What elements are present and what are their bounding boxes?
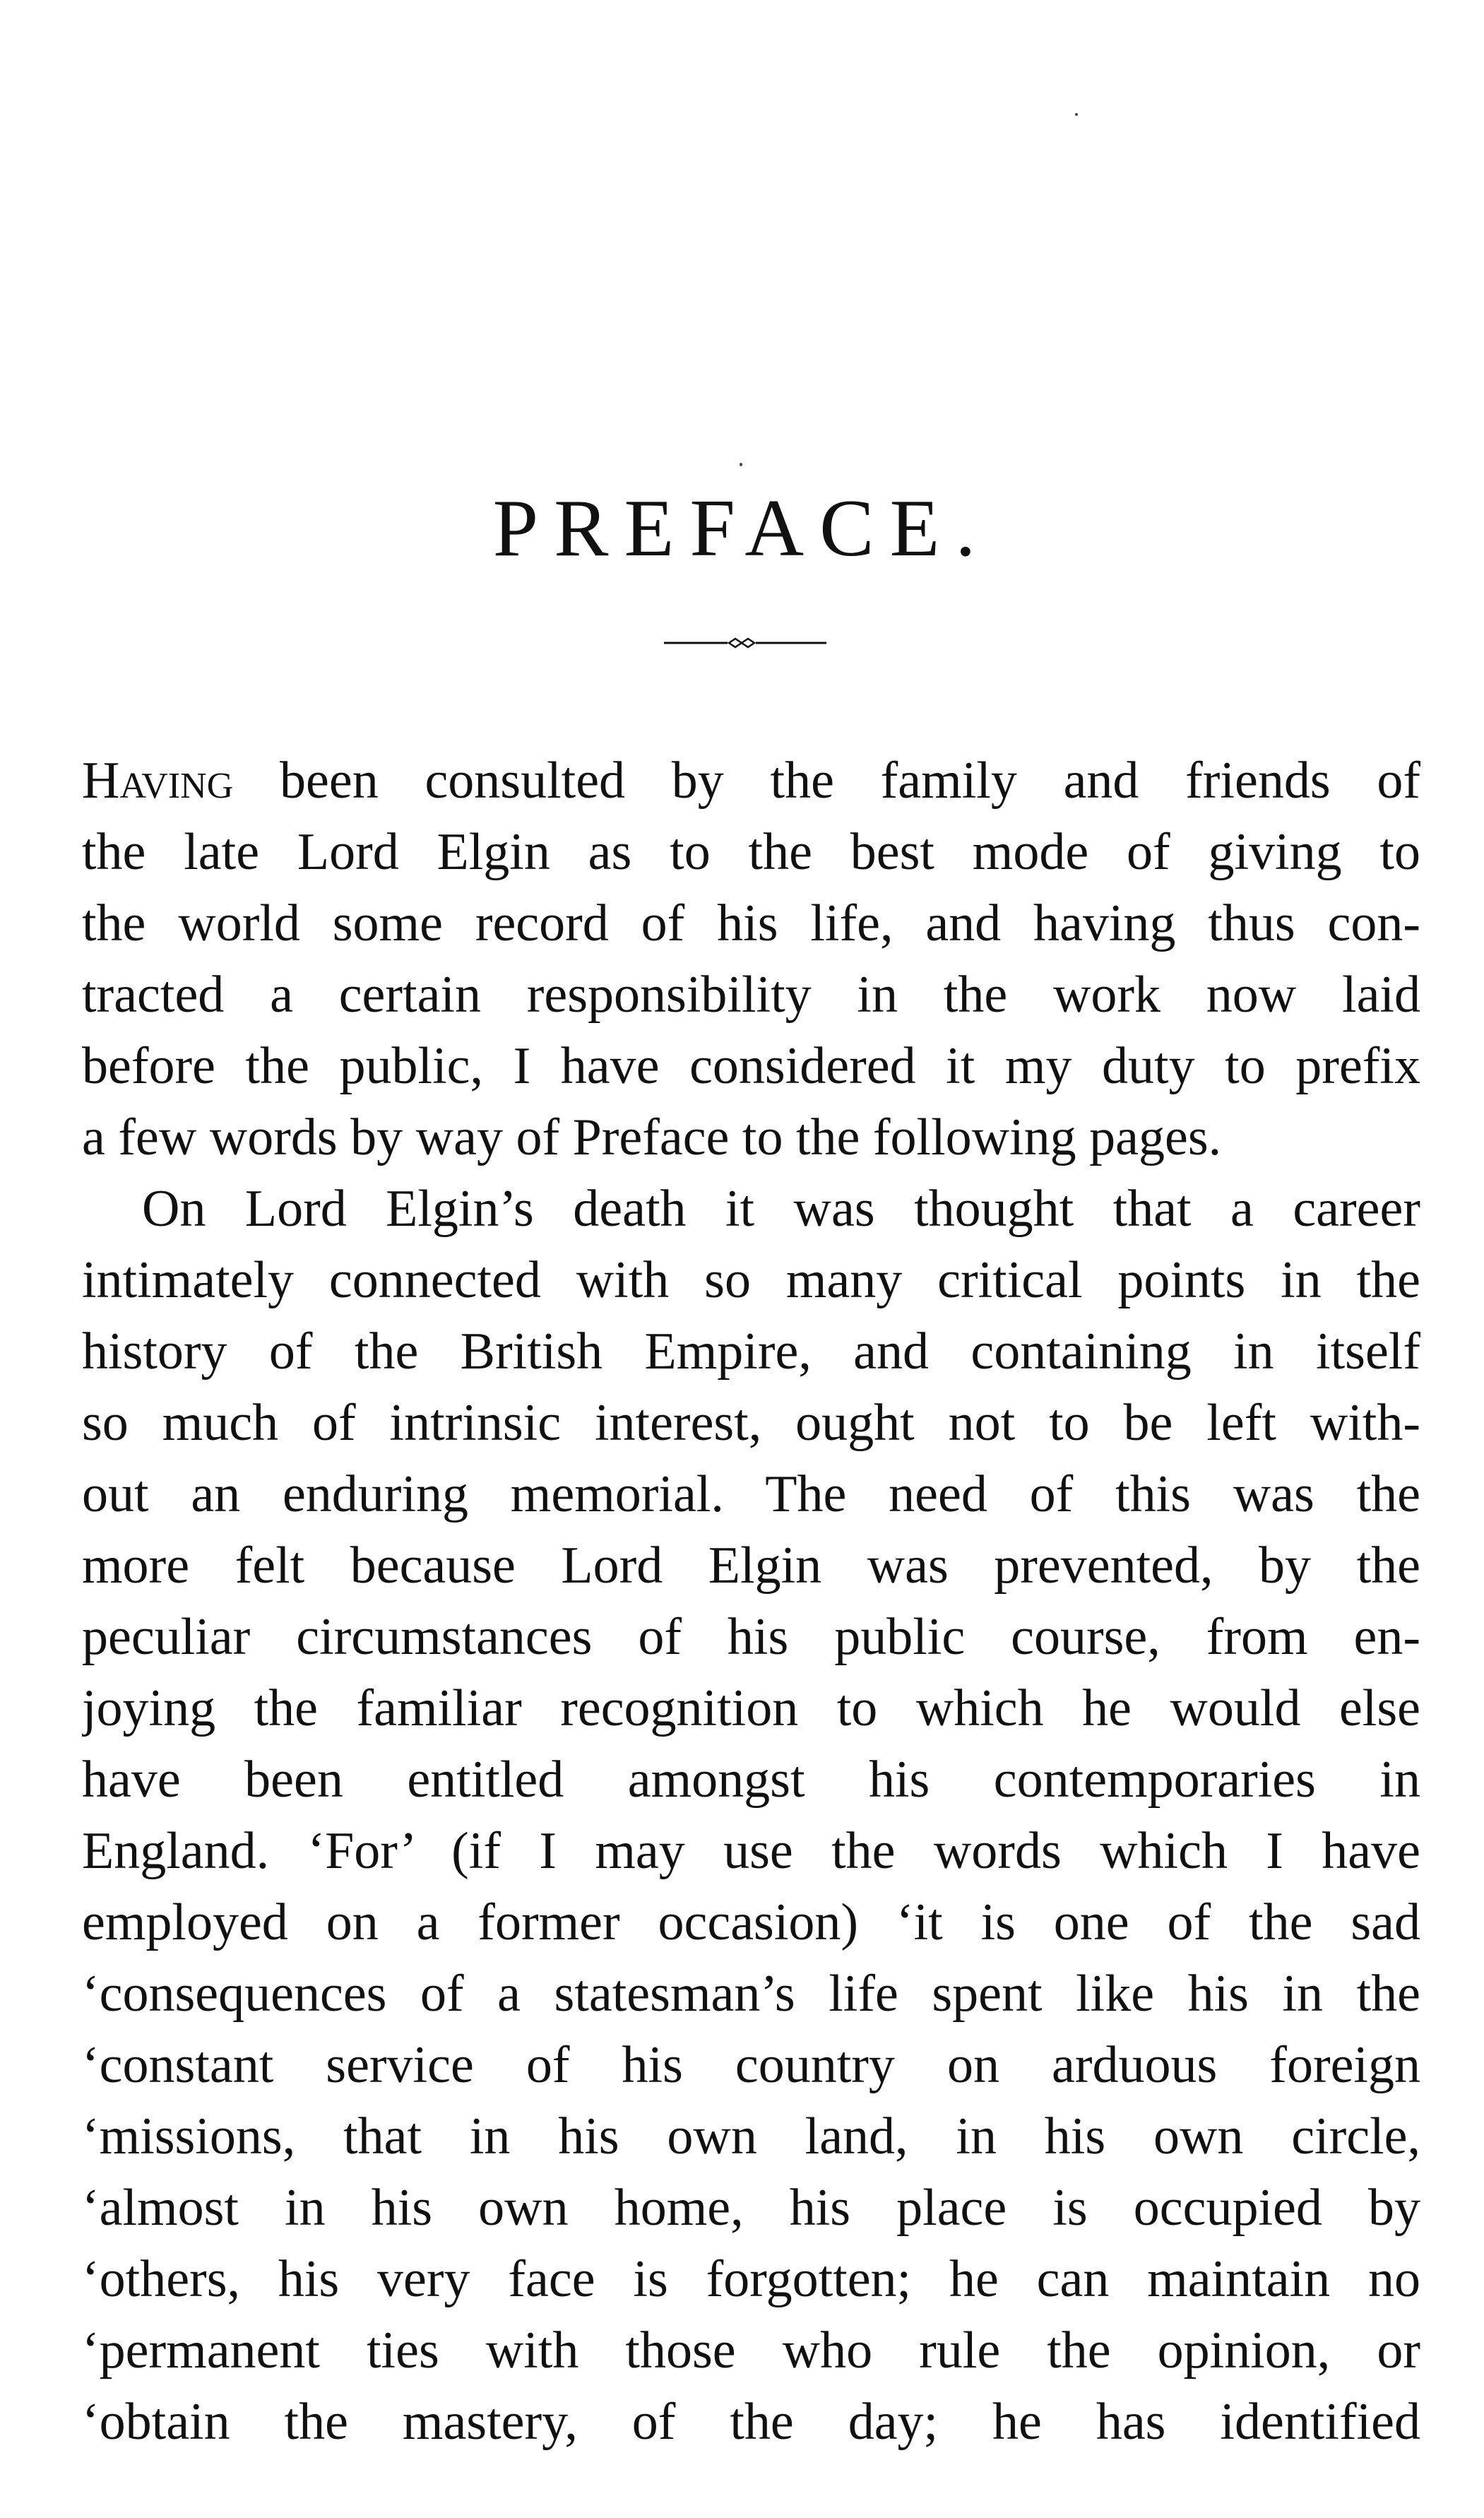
text-line: history of the British Empire, and containing in itself [82,1323,1420,1381]
page-title: PREFACE. [492,483,992,574]
print-speck [1075,113,1078,116]
text-line: so much of intrinsic interest, ought not to be left with- [82,1394,1420,1452]
text-line: the late Lord Elgin as to the best mode of giving to [82,823,1420,881]
text-line: tracted a certain responsibility in the work now laid [82,966,1420,1024]
text-line [82,745,1420,817]
paragraph [82,1174,1420,2458]
text-line: employed on a former occasion) ‘it is one of the sad [82,1893,1420,1951]
text-line: joying the familiar recognition to which he would else [82,1679,1420,1737]
line-text: been consulted by the family and friends of [280,752,1420,810]
text-line: ‘missions, that in his own land, in his own circle, [82,2108,1420,2165]
preface-body [82,745,1420,2458]
text-line: ‘consequences of a statesman’s life spent like his in the [82,1965,1420,2023]
text-line: ‘permanent ties with those who rule the opinion, or [82,2322,1420,2380]
text-line: ‘obtain the mastery, of the day; he has identified [82,2393,1420,2451]
opening-word: Having [82,752,234,810]
text-line: before the public, I have considered it my duty to prefix [82,1037,1420,1095]
text-line: ‘constant service of his country on arduous foreign [82,2036,1420,2094]
ornament-divider-icon [664,636,826,650]
text-line: ‘others, his very face is forgotten; he can maintain no [82,2250,1420,2308]
text-line: ‘almost in his own home, his place is occupied by [82,2179,1420,2237]
text-line: have been entitled amongst his contemporaries in [82,1751,1420,1809]
print-speck [740,463,742,466]
text-line: peculiar circumstances of his public course, from en- [82,1608,1420,1666]
text-line: intimately connected with so many critical points in the [82,1251,1420,1309]
text-line: out an enduring memorial. The need of this was the [82,1465,1420,1523]
text-line: On Lord Elgin’s death it was thought that a career [142,1180,1420,1238]
text-line: England. ‘For’ (if I may use the words which I have [82,1822,1420,1880]
text-line: a few words by way of Preface to the following pages. [82,1109,1222,1166]
paragraph [82,745,1420,1174]
text-line: the world some record of his life, and having thus con- [82,894,1420,952]
text-line: more felt because Lord Elgin was prevented, by the [82,1537,1420,1595]
